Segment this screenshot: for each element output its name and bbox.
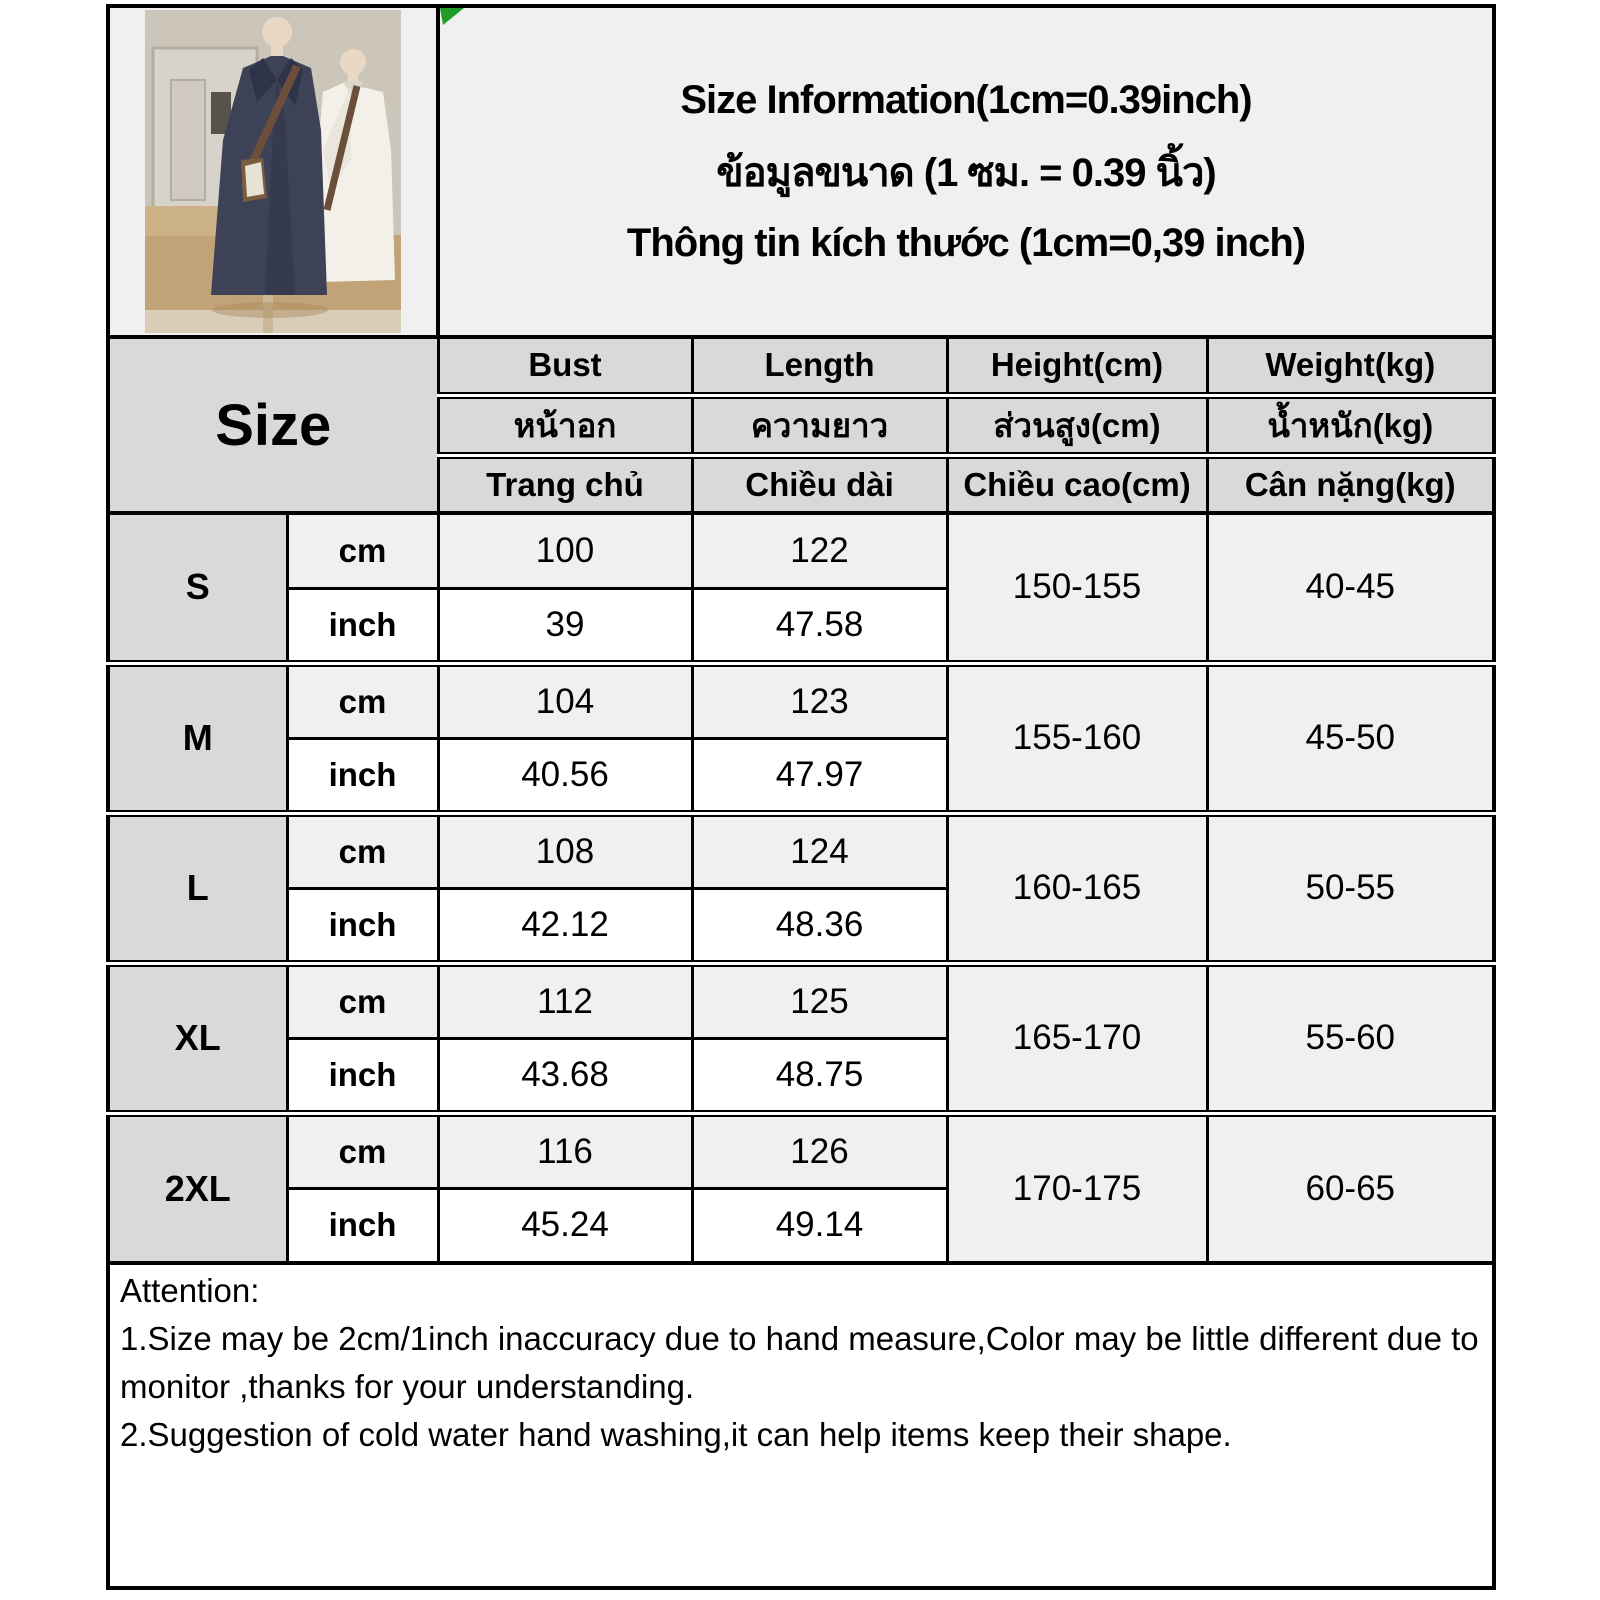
- col-header-weight-vi: Cân nặng(kg): [1207, 455, 1494, 513]
- size-label: XL: [108, 963, 287, 1113]
- size-label: S: [108, 513, 287, 663]
- height-range: 150-155: [947, 513, 1207, 663]
- title-vietnamese: Thông tin kích thước (1cm=0,39 inch): [626, 220, 1306, 265]
- height-range: 165-170: [947, 963, 1207, 1113]
- height-range: 170-175: [947, 1113, 1207, 1263]
- product-photo-cell: [110, 8, 440, 335]
- unit-cm: cm: [287, 663, 438, 738]
- size-table: [106, 335, 1496, 1265]
- product-photo: [145, 10, 401, 333]
- length-cm: 124: [692, 813, 947, 888]
- size-label: 2XL: [108, 1113, 287, 1263]
- attention-note-2: 2.Suggestion of cold water hand washing,it can help items keep their shape.: [120, 1416, 1232, 1453]
- height-range: 160-165: [947, 813, 1207, 963]
- header-band: [106, 4, 1496, 335]
- unit-cm: cm: [287, 813, 438, 888]
- length-inch: 47.58: [692, 588, 947, 663]
- table-row-m-cm: [108, 663, 1494, 738]
- corner-size-label: Size: [108, 337, 438, 513]
- table-row-xl-cm: [108, 963, 1494, 1038]
- length-inch: 48.36: [692, 888, 947, 963]
- length-cm: 123: [692, 663, 947, 738]
- bust-cm: 112: [438, 963, 692, 1038]
- table-row-l-cm: [108, 813, 1494, 888]
- bust-cm: 116: [438, 1113, 692, 1188]
- title-thai: ข้อมูลขนาด (1 ซม. = 0.39 นิ้ว): [716, 150, 1216, 195]
- length-inch: 49.14: [692, 1188, 947, 1263]
- unit-cm: cm: [287, 513, 438, 588]
- bust-cm: 108: [438, 813, 692, 888]
- size-label: L: [108, 813, 287, 963]
- title-block: [440, 8, 1492, 335]
- table-row-s-cm: [108, 513, 1494, 588]
- header-row-english: [108, 337, 1494, 395]
- size-info-sheet: [106, 4, 1496, 1590]
- col-header-length-th: ความยาว: [692, 395, 947, 455]
- green-corner-flag-icon: [440, 8, 464, 25]
- col-header-weight-en: Weight(kg): [1207, 337, 1494, 395]
- unit-inch: inch: [287, 1038, 438, 1113]
- bust-inch: 39: [438, 588, 692, 663]
- weight-range: 40-45: [1207, 513, 1494, 663]
- col-header-height-th: ส่วนสูง(cm): [947, 395, 1207, 455]
- weight-range: 60-65: [1207, 1113, 1494, 1263]
- col-header-bust-th: หน้าอก: [438, 395, 692, 455]
- height-range: 155-160: [947, 663, 1207, 813]
- unit-inch: inch: [287, 588, 438, 663]
- col-header-length-en: Length: [692, 337, 947, 395]
- col-header-bust-vi: Trang chủ: [438, 455, 692, 513]
- col-header-weight-th: น้ำหนัก(kg): [1207, 395, 1494, 455]
- unit-inch: inch: [287, 888, 438, 963]
- length-cm: 122: [692, 513, 947, 588]
- attention-note-1: 1.Size may be 2cm/1inch inaccuracy due to hand measure,Color may be little different due to monitor ,thanks for your understanding.: [120, 1320, 1479, 1405]
- attention-section: [106, 1265, 1496, 1590]
- weight-range: 55-60: [1207, 963, 1494, 1113]
- bust-inch: 40.56: [438, 738, 692, 813]
- size-label: M: [108, 663, 287, 813]
- bust-inch: 43.68: [438, 1038, 692, 1113]
- weight-range: 50-55: [1207, 813, 1494, 963]
- length-cm: 126: [692, 1113, 947, 1188]
- bust-inch: 42.12: [438, 888, 692, 963]
- table-row-2xl-cm: [108, 1113, 1494, 1188]
- weight-range: 45-50: [1207, 663, 1494, 813]
- attention-heading: Attention:: [120, 1272, 260, 1309]
- length-inch: 47.97: [692, 738, 947, 813]
- length-cm: 125: [692, 963, 947, 1038]
- bust-cm: 100: [438, 513, 692, 588]
- unit-inch: inch: [287, 1188, 438, 1263]
- col-header-length-vi: Chiều dài: [692, 455, 947, 513]
- length-inch: 48.75: [692, 1038, 947, 1113]
- col-header-height-en: Height(cm): [947, 337, 1207, 395]
- col-header-bust-en: Bust: [438, 337, 692, 395]
- bust-inch: 45.24: [438, 1188, 692, 1263]
- unit-cm: cm: [287, 1113, 438, 1188]
- bust-cm: 104: [438, 663, 692, 738]
- col-header-height-vi: Chiều cao(cm): [947, 455, 1207, 513]
- unit-inch: inch: [287, 738, 438, 813]
- unit-cm: cm: [287, 963, 438, 1038]
- title-english: Size Information(1cm=0.39inch): [680, 77, 1252, 122]
